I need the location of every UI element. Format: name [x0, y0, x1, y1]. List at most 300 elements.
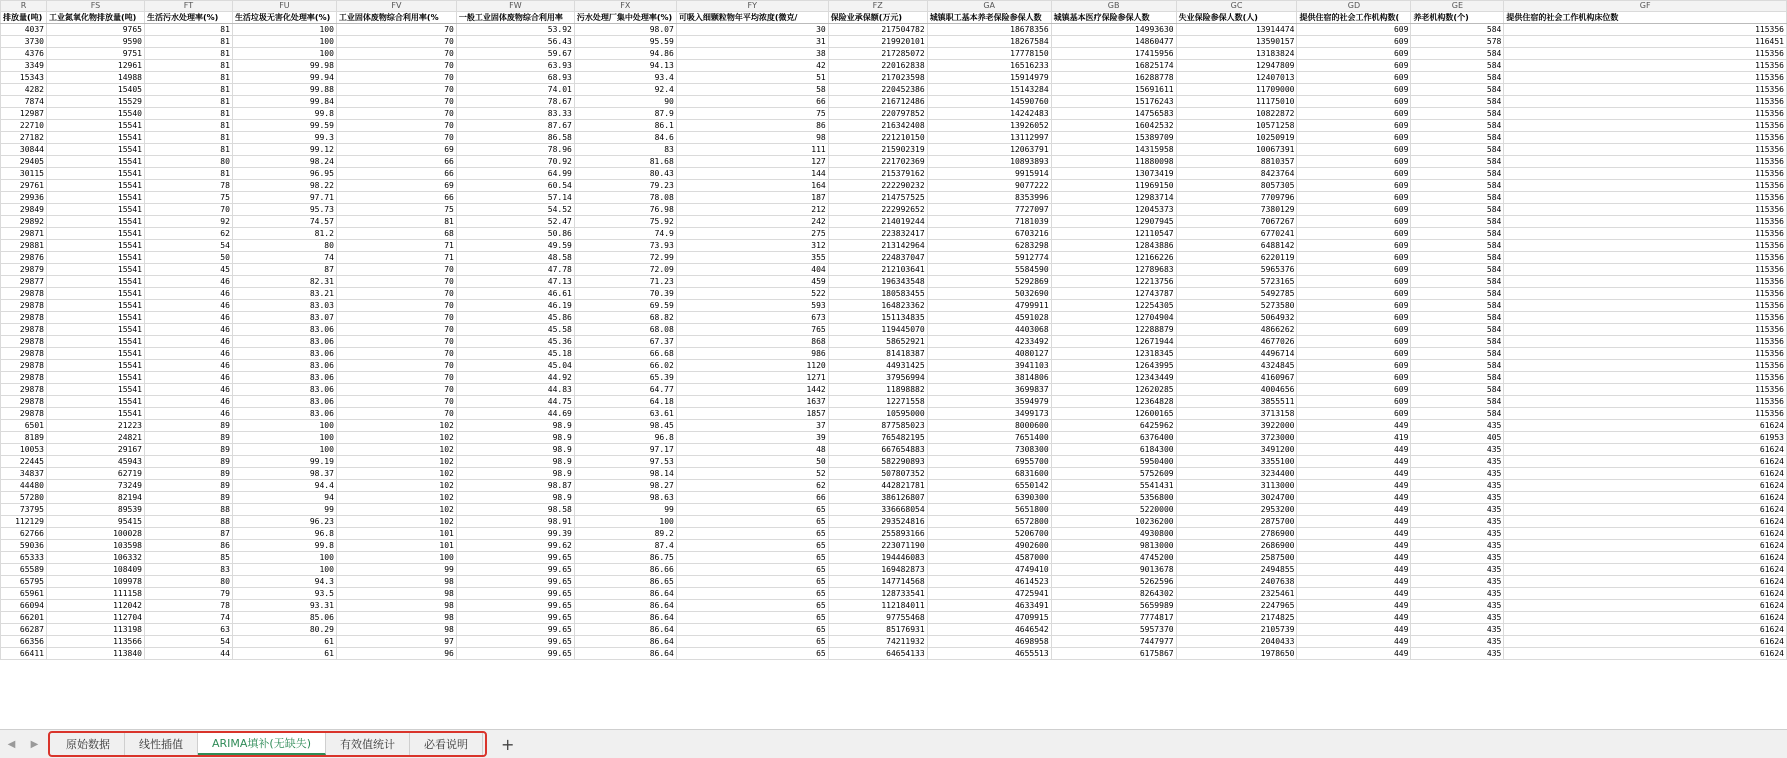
table-cell[interactable]: 578	[1411, 36, 1504, 48]
table-cell[interactable]: 1857	[676, 408, 828, 420]
table-cell[interactable]: 8264302	[1051, 588, 1176, 600]
header-cell[interactable]: 提供住宿的社会工作机构床位数	[1504, 12, 1787, 24]
table-cell[interactable]: 449	[1297, 480, 1411, 492]
table-cell[interactable]: 70	[336, 360, 456, 372]
table-cell[interactable]: 99.88	[232, 84, 336, 96]
table-cell[interactable]: 15541	[46, 264, 144, 276]
table-cell[interactable]: 65	[676, 516, 828, 528]
table-cell[interactable]: 435	[1411, 648, 1504, 660]
table-cell[interactable]: 115356	[1504, 336, 1787, 348]
table-cell[interactable]: 6955700	[927, 456, 1051, 468]
table-cell[interactable]: 70	[336, 372, 456, 384]
table-cell[interactable]: 15143284	[927, 84, 1051, 96]
table-cell[interactable]: 224837047	[828, 252, 927, 264]
table-cell[interactable]: 59.67	[456, 48, 574, 60]
table-cell[interactable]: 435	[1411, 480, 1504, 492]
table-cell[interactable]: 89	[144, 480, 232, 492]
table-cell[interactable]: 116451	[1504, 36, 1787, 48]
table-cell[interactable]: 99.94	[232, 72, 336, 84]
table-cell[interactable]: 14242483	[927, 108, 1051, 120]
table-cell[interactable]: 3594979	[927, 396, 1051, 408]
column-letter-cell[interactable]: GD	[1297, 1, 1411, 12]
table-cell[interactable]: 2040433	[1176, 636, 1297, 648]
table-cell[interactable]: 46	[144, 372, 232, 384]
table-cell[interactable]: 115356	[1504, 300, 1787, 312]
table-cell[interactable]: 4080127	[927, 348, 1051, 360]
table-cell[interactable]: 83.06	[232, 396, 336, 408]
table-cell[interactable]: 217023598	[828, 72, 927, 84]
table-cell[interactable]: 2875700	[1176, 516, 1297, 528]
table-cell[interactable]: 98.22	[232, 180, 336, 192]
table-cell[interactable]: 66201	[1, 612, 47, 624]
table-cell[interactable]: 12045373	[1051, 204, 1176, 216]
table-cell[interactable]: 2325461	[1176, 588, 1297, 600]
table-cell[interactable]: 214757525	[828, 192, 927, 204]
table-cell[interactable]: 584	[1411, 300, 1504, 312]
table-cell[interactable]: 78	[144, 180, 232, 192]
table-cell[interactable]: 66411	[1, 648, 47, 660]
table-cell[interactable]: 584	[1411, 180, 1504, 192]
table-cell[interactable]: 61624	[1504, 552, 1787, 564]
table-cell[interactable]: 2407638	[1176, 576, 1297, 588]
table-cell[interactable]: 115356	[1504, 132, 1787, 144]
table-cell[interactable]: 12704904	[1051, 312, 1176, 324]
table-cell[interactable]: 102	[336, 432, 456, 444]
table-cell[interactable]: 293524816	[828, 516, 927, 528]
table-cell[interactable]: 609	[1297, 24, 1411, 36]
table-cell[interactable]: 81	[144, 96, 232, 108]
table-cell[interactable]: 4324845	[1176, 360, 1297, 372]
table-cell[interactable]: 4587000	[927, 552, 1051, 564]
table-cell[interactable]: 46.19	[456, 300, 574, 312]
table-cell[interactable]: 584	[1411, 72, 1504, 84]
table-cell[interactable]: 8189	[1, 432, 47, 444]
table-cell[interactable]: 15389709	[1051, 132, 1176, 144]
table-cell[interactable]: 582290893	[828, 456, 927, 468]
table-cell[interactable]: 212	[676, 204, 828, 216]
table-cell[interactable]: 70	[336, 108, 456, 120]
table-cell[interactable]: 115356	[1504, 96, 1787, 108]
table-cell[interactable]: 115356	[1504, 72, 1787, 84]
table-cell[interactable]: 86.64	[574, 588, 676, 600]
table-cell[interactable]: 61624	[1504, 588, 1787, 600]
table-cell[interactable]: 70	[336, 276, 456, 288]
tab-arima-fill[interactable]: ARIMA填补(无缺失)	[198, 733, 326, 755]
table-cell[interactable]: 98	[336, 624, 456, 636]
table-cell[interactable]: 15405	[46, 84, 144, 96]
table-cell[interactable]: 70	[336, 60, 456, 72]
table-cell[interactable]: 15541	[46, 336, 144, 348]
table-cell[interactable]: 99.3	[232, 132, 336, 144]
table-cell[interactable]: 81418387	[828, 348, 927, 360]
table-cell[interactable]: 70	[336, 132, 456, 144]
table-cell[interactable]: 89.2	[574, 528, 676, 540]
table-cell[interactable]: 2174825	[1176, 612, 1297, 624]
table-cell[interactable]: 584	[1411, 396, 1504, 408]
table-cell[interactable]: 65	[676, 504, 828, 516]
table-cell[interactable]: 72.09	[574, 264, 676, 276]
table-cell[interactable]: 29878	[1, 288, 47, 300]
table-cell[interactable]: 98.91	[456, 516, 574, 528]
table-cell[interactable]: 435	[1411, 504, 1504, 516]
table-cell[interactable]: 83.06	[232, 360, 336, 372]
table-cell[interactable]: 70	[336, 408, 456, 420]
table-cell[interactable]: 98.37	[232, 468, 336, 480]
table-cell[interactable]: 435	[1411, 492, 1504, 504]
table-cell[interactable]: 522	[676, 288, 828, 300]
table-cell[interactable]: 115356	[1504, 408, 1787, 420]
table-cell[interactable]: 609	[1297, 48, 1411, 60]
table-cell[interactable]: 9077222	[927, 180, 1051, 192]
table-cell[interactable]: 65	[676, 648, 828, 660]
table-cell[interactable]: 7709796	[1176, 192, 1297, 204]
table-cell[interactable]: 62	[676, 480, 828, 492]
table-cell[interactable]: 38	[676, 48, 828, 60]
table-cell[interactable]: 65	[676, 612, 828, 624]
table-cell[interactable]: 68.08	[574, 324, 676, 336]
table-cell[interactable]: 609	[1297, 348, 1411, 360]
table-cell[interactable]: 9915914	[927, 168, 1051, 180]
table-cell[interactable]: 4591028	[927, 312, 1051, 324]
table-cell[interactable]: 95415	[46, 516, 144, 528]
table-cell[interactable]: 86.64	[574, 648, 676, 660]
header-cell[interactable]: 提供住宿的社会工作机构数(	[1297, 12, 1411, 24]
table-cell[interactable]: 45.86	[456, 312, 574, 324]
header-cell[interactable]: 失业保险参保人数(人)	[1176, 12, 1297, 24]
table-cell[interactable]: 435	[1411, 528, 1504, 540]
table-cell[interactable]: 44480	[1, 480, 47, 492]
table-cell[interactable]: 435	[1411, 600, 1504, 612]
table-cell[interactable]: 115356	[1504, 156, 1787, 168]
table-cell[interactable]: 108409	[46, 564, 144, 576]
table-cell[interactable]: 60.54	[456, 180, 574, 192]
table-cell[interactable]: 102	[336, 420, 456, 432]
table-cell[interactable]: 12318345	[1051, 348, 1176, 360]
table-cell[interactable]: 169482873	[828, 564, 927, 576]
table-cell[interactable]: 65	[676, 588, 828, 600]
table-cell[interactable]: 66094	[1, 600, 47, 612]
table-cell[interactable]: 584	[1411, 288, 1504, 300]
tab-raw-data[interactable]: 原始数据	[52, 733, 125, 755]
table-cell[interactable]: 449	[1297, 492, 1411, 504]
table-cell[interactable]: 419	[1297, 432, 1411, 444]
table-cell[interactable]: 449	[1297, 648, 1411, 660]
table-cell[interactable]: 66	[336, 192, 456, 204]
table-cell[interactable]: 99.65	[456, 564, 574, 576]
table-cell[interactable]: 65589	[1, 564, 47, 576]
table-cell[interactable]: 609	[1297, 72, 1411, 84]
table-cell[interactable]: 6184300	[1051, 444, 1176, 456]
table-cell[interactable]: 507807352	[828, 468, 927, 480]
table-cell[interactable]: 115356	[1504, 60, 1787, 72]
table-cell[interactable]: 98.9	[456, 456, 574, 468]
table-cell[interactable]: 4160967	[1176, 372, 1297, 384]
table-cell[interactable]: 113840	[46, 648, 144, 660]
table-cell[interactable]: 86.58	[456, 132, 574, 144]
table-cell[interactable]: 29878	[1, 312, 47, 324]
table-cell[interactable]: 68.82	[574, 312, 676, 324]
table-cell[interactable]: 44.83	[456, 384, 574, 396]
table-cell[interactable]: 5356800	[1051, 492, 1176, 504]
table-cell[interactable]: 66	[676, 96, 828, 108]
table-cell[interactable]: 83.06	[232, 372, 336, 384]
table-cell[interactable]: 3713158	[1176, 408, 1297, 420]
table-cell[interactable]: 76.98	[574, 204, 676, 216]
table-cell[interactable]: 102	[336, 456, 456, 468]
table-cell[interactable]: 65961	[1, 588, 47, 600]
column-letter-cell[interactable]: GA	[927, 1, 1051, 12]
table-cell[interactable]: 10571258	[1176, 120, 1297, 132]
table-cell[interactable]: 98.45	[574, 420, 676, 432]
table-cell[interactable]: 223832417	[828, 228, 927, 240]
table-cell[interactable]: 99.62	[456, 540, 574, 552]
table-cell[interactable]: 584	[1411, 108, 1504, 120]
table-cell[interactable]: 99	[574, 504, 676, 516]
table-cell[interactable]: 9751	[46, 48, 144, 60]
table-cell[interactable]: 100	[232, 420, 336, 432]
table-cell[interactable]: 46	[144, 396, 232, 408]
table-cell[interactable]: 14756583	[1051, 108, 1176, 120]
table-cell[interactable]: 5032690	[927, 288, 1051, 300]
table-cell[interactable]: 5262596	[1051, 576, 1176, 588]
table-cell[interactable]: 609	[1297, 216, 1411, 228]
table-cell[interactable]: 70	[336, 96, 456, 108]
table-cell[interactable]: 6572800	[927, 516, 1051, 528]
table-cell[interactable]: 102	[336, 468, 456, 480]
column-letter-cell[interactable]: FZ	[828, 1, 927, 12]
header-cell[interactable]: 排放量(吨)	[1, 12, 47, 24]
table-cell[interactable]: 100	[336, 552, 456, 564]
table-cell[interactable]: 45	[144, 264, 232, 276]
table-cell[interactable]: 15541	[46, 324, 144, 336]
table-cell[interactable]: 34837	[1, 468, 47, 480]
table-cell[interactable]: 80	[144, 576, 232, 588]
table-cell[interactable]: 96.8	[232, 528, 336, 540]
column-letter-cell[interactable]: R	[1, 1, 47, 12]
table-cell[interactable]: 50	[144, 252, 232, 264]
table-cell[interactable]: 70	[336, 84, 456, 96]
table-cell[interactable]: 89	[144, 468, 232, 480]
table-cell[interactable]: 4004656	[1176, 384, 1297, 396]
table-cell[interactable]: 386126807	[828, 492, 927, 504]
table-cell[interactable]: 15541	[46, 144, 144, 156]
table-cell[interactable]: 115356	[1504, 372, 1787, 384]
table-cell[interactable]: 609	[1297, 228, 1411, 240]
table-cell[interactable]: 102	[336, 444, 456, 456]
table-cell[interactable]: 66	[336, 156, 456, 168]
table-cell[interactable]: 98.87	[456, 480, 574, 492]
table-cell[interactable]: 7651400	[927, 432, 1051, 444]
table-cell[interactable]: 111	[676, 144, 828, 156]
table-cell[interactable]: 765482195	[828, 432, 927, 444]
table-cell[interactable]: 98.9	[456, 492, 574, 504]
table-cell[interactable]: 54.52	[456, 204, 574, 216]
tab-linear-interpolation[interactable]: 线性插值	[125, 733, 198, 755]
table-cell[interactable]: 61624	[1504, 528, 1787, 540]
table-cell[interactable]: 53.92	[456, 24, 574, 36]
table-cell[interactable]: 29879	[1, 264, 47, 276]
table-cell[interactable]: 4677026	[1176, 336, 1297, 348]
table-cell[interactable]: 584	[1411, 216, 1504, 228]
table-cell[interactable]: 70	[336, 48, 456, 60]
table-cell[interactable]: 7727097	[927, 204, 1051, 216]
table-cell[interactable]: 7380129	[1176, 204, 1297, 216]
table-cell[interactable]: 10067391	[1176, 144, 1297, 156]
table-cell[interactable]: 81	[144, 24, 232, 36]
table-cell[interactable]: 81	[144, 36, 232, 48]
table-cell[interactable]: 69.59	[574, 300, 676, 312]
table-cell[interactable]: 70	[336, 384, 456, 396]
table-cell[interactable]: 7774817	[1051, 612, 1176, 624]
table-cell[interactable]: 4282	[1, 84, 47, 96]
table-cell[interactable]: 10822872	[1176, 108, 1297, 120]
table-cell[interactable]: 609	[1297, 132, 1411, 144]
table-cell[interactable]: 9013678	[1051, 564, 1176, 576]
header-cell[interactable]: 工业固体废物综合利用率(%	[336, 12, 456, 24]
table-cell[interactable]: 115356	[1504, 204, 1787, 216]
table-cell[interactable]: 100	[232, 552, 336, 564]
table-cell[interactable]: 106332	[46, 552, 144, 564]
column-letter-cell[interactable]: FV	[336, 1, 456, 12]
table-cell[interactable]: 13073419	[1051, 168, 1176, 180]
table-cell[interactable]: 584	[1411, 312, 1504, 324]
table-cell[interactable]: 92	[144, 216, 232, 228]
table-cell[interactable]: 86.64	[574, 612, 676, 624]
table-cell[interactable]: 242	[676, 216, 828, 228]
table-cell[interactable]: 9765	[46, 24, 144, 36]
table-cell[interactable]: 15541	[46, 228, 144, 240]
table-cell[interactable]: 222290232	[828, 180, 927, 192]
table-cell[interactable]: 57280	[1, 492, 47, 504]
table-cell[interactable]: 4633491	[927, 600, 1051, 612]
table-cell[interactable]: 102	[336, 480, 456, 492]
table-cell[interactable]: 100	[232, 564, 336, 576]
prev-sheet-icon[interactable]: ◀	[7, 738, 16, 750]
table-cell[interactable]: 15343	[1, 72, 47, 84]
table-cell[interactable]: 12254305	[1051, 300, 1176, 312]
table-cell[interactable]: 5584590	[927, 264, 1051, 276]
table-cell[interactable]: 70	[336, 120, 456, 132]
table-cell[interactable]: 99.84	[232, 96, 336, 108]
table-cell[interactable]: 96	[336, 648, 456, 660]
table-cell[interactable]: 98	[336, 588, 456, 600]
column-letter-cell[interactable]: FY	[676, 1, 828, 12]
table-cell[interactable]: 95.59	[574, 36, 676, 48]
table-cell[interactable]: 15541	[46, 180, 144, 192]
table-cell[interactable]: 89539	[46, 504, 144, 516]
header-cell[interactable]: 可吸入细颗粒物年平均浓度(微克/	[676, 12, 828, 24]
table-cell[interactable]: 87	[232, 264, 336, 276]
table-cell[interactable]: 115356	[1504, 324, 1787, 336]
table-cell[interactable]: 29761	[1, 180, 47, 192]
column-letter-cell[interactable]: FX	[574, 1, 676, 12]
table-cell[interactable]: 16516233	[927, 60, 1051, 72]
table-cell[interactable]: 66	[676, 492, 828, 504]
table-cell[interactable]: 584	[1411, 408, 1504, 420]
table-cell[interactable]: 86.75	[574, 552, 676, 564]
table-cell[interactable]: 52	[676, 468, 828, 480]
table-cell[interactable]: 449	[1297, 576, 1411, 588]
table-cell[interactable]: 78.67	[456, 96, 574, 108]
table-cell[interactable]: 164	[676, 180, 828, 192]
table-cell[interactable]: 64.77	[574, 384, 676, 396]
table-cell[interactable]: 217285072	[828, 48, 927, 60]
table-cell[interactable]: 85.06	[232, 612, 336, 624]
table-cell[interactable]: 61624	[1504, 612, 1787, 624]
table-cell[interactable]: 11175010	[1176, 96, 1297, 108]
table-cell[interactable]: 112184011	[828, 600, 927, 612]
table-cell[interactable]: 3355100	[1176, 456, 1297, 468]
table-cell[interactable]: 61624	[1504, 576, 1787, 588]
table-cell[interactable]: 6390300	[927, 492, 1051, 504]
table-cell[interactable]: 3814806	[927, 372, 1051, 384]
table-cell[interactable]: 449	[1297, 552, 1411, 564]
table-cell[interactable]: 29892	[1, 216, 47, 228]
table-cell[interactable]: 90	[574, 96, 676, 108]
table-cell[interactable]: 81	[144, 108, 232, 120]
table-cell[interactable]: 212103641	[828, 264, 927, 276]
table-cell[interactable]: 13112997	[927, 132, 1051, 144]
table-cell[interactable]: 609	[1297, 324, 1411, 336]
table-cell[interactable]: 83.06	[232, 384, 336, 396]
table-cell[interactable]: 435	[1411, 576, 1504, 588]
table-cell[interactable]: 15541	[46, 204, 144, 216]
table-cell[interactable]: 609	[1297, 336, 1411, 348]
table-cell[interactable]: 97.53	[574, 456, 676, 468]
table-cell[interactable]: 81	[144, 84, 232, 96]
table-cell[interactable]: 584	[1411, 156, 1504, 168]
table-cell[interactable]: 115356	[1504, 360, 1787, 372]
table-cell[interactable]: 99.8	[232, 540, 336, 552]
table-cell[interactable]: 2587500	[1176, 552, 1297, 564]
table-cell[interactable]: 21223	[46, 420, 144, 432]
header-cell[interactable]: 污水处理厂集中处理率(%)	[574, 12, 676, 24]
table-cell[interactable]: 5206700	[927, 528, 1051, 540]
table-cell[interactable]: 609	[1297, 36, 1411, 48]
tab-valid-stats[interactable]: 有效值统计	[326, 733, 410, 755]
table-cell[interactable]: 12166226	[1051, 252, 1176, 264]
table-cell[interactable]: 449	[1297, 516, 1411, 528]
table-cell[interactable]: 3349	[1, 60, 47, 72]
table-cell[interactable]: 15529	[46, 96, 144, 108]
table-cell[interactable]: 98.63	[574, 492, 676, 504]
table-cell[interactable]: 115356	[1504, 384, 1787, 396]
table-cell[interactable]: 103598	[46, 540, 144, 552]
table-cell[interactable]: 336668054	[828, 504, 927, 516]
table-cell[interactable]: 78.96	[456, 144, 574, 156]
table-cell[interactable]: 72.99	[574, 252, 676, 264]
table-cell[interactable]: 12961	[46, 60, 144, 72]
table-cell[interactable]: 8000600	[927, 420, 1051, 432]
table-cell[interactable]: 12620285	[1051, 384, 1176, 396]
column-letter-cell[interactable]: FS	[46, 1, 144, 12]
table-cell[interactable]: 12671944	[1051, 336, 1176, 348]
header-cell[interactable]: 工业氮氧化物排放量(吨)	[46, 12, 144, 24]
table-cell[interactable]: 94.4	[232, 480, 336, 492]
table-cell[interactable]: 61953	[1504, 432, 1787, 444]
table-cell[interactable]: 609	[1297, 408, 1411, 420]
table-cell[interactable]: 100	[232, 48, 336, 60]
table-cell[interactable]: 12288879	[1051, 324, 1176, 336]
table-cell[interactable]: 435	[1411, 552, 1504, 564]
table-cell[interactable]: 29878	[1, 324, 47, 336]
table-cell[interactable]: 12987	[1, 108, 47, 120]
table-cell[interactable]: 29878	[1, 360, 47, 372]
table-cell[interactable]: 61624	[1504, 600, 1787, 612]
table-cell[interactable]: 65	[676, 564, 828, 576]
table-cell[interactable]: 70	[336, 300, 456, 312]
table-cell[interactable]: 180583455	[828, 288, 927, 300]
